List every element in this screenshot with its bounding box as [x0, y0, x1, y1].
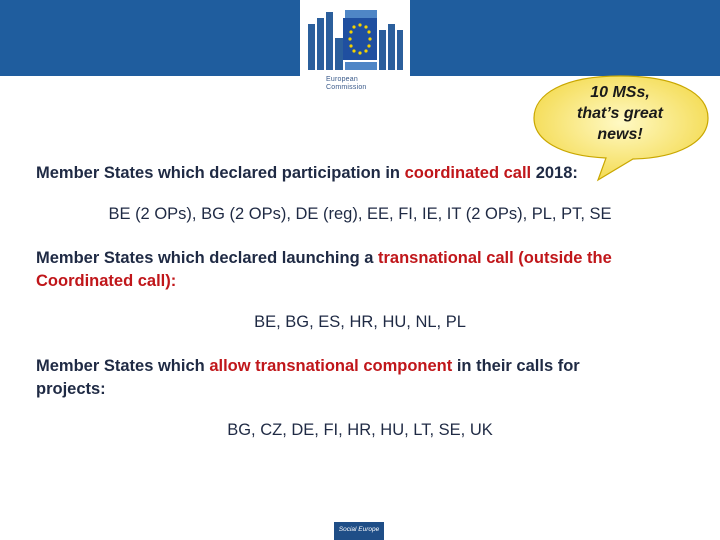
- section2-highlight-2: Coordinated call):: [36, 272, 177, 290]
- section3-list: BG, CZ, DE, FI, HR, HU, LT, SE, UK: [227, 421, 493, 439]
- section2-prefix: Member States which declared launching a: [36, 249, 379, 267]
- section2-highlight-1: transnational call (outside the: [378, 249, 612, 267]
- section1-prefix: Member States which declared participation in: [36, 164, 405, 182]
- callout-line-2: that’s great: [577, 105, 663, 122]
- section1-suffix: 2018:: [531, 164, 578, 182]
- logo-line-1: European: [326, 76, 358, 83]
- logo-wordmark: [326, 76, 367, 92]
- section3-suffix-1: in their calls for: [452, 357, 580, 375]
- section1-highlight: coordinated call: [404, 164, 532, 182]
- commission-building-icon: [300, 0, 410, 76]
- section3-heading: [36, 355, 696, 401]
- section3-suffix-2: projects:: [36, 380, 106, 398]
- section2-list: BE, BG, ES, HR, HU, NL, PL: [254, 313, 466, 331]
- section3-highlight: allow transnational component: [209, 357, 453, 375]
- section3-prefix: Member States which: [36, 357, 210, 375]
- european-commission-logo: [300, 0, 410, 102]
- social-europe-label: Social Europe: [338, 526, 380, 533]
- callout-text: [550, 82, 690, 145]
- section2-heading: [36, 247, 696, 293]
- social-europe-logo: [334, 522, 384, 540]
- callout-line-3: news!: [597, 126, 643, 143]
- logo-line-2: Commission: [326, 84, 367, 91]
- section1-list: BE (2 OPs), BG (2 OPs), DE (reg), EE, FI, IE, IT (2 OPs), PL, PT, SE: [108, 205, 612, 223]
- section1-heading: [36, 162, 696, 185]
- callout-line-1: 10 MSs,: [590, 84, 650, 101]
